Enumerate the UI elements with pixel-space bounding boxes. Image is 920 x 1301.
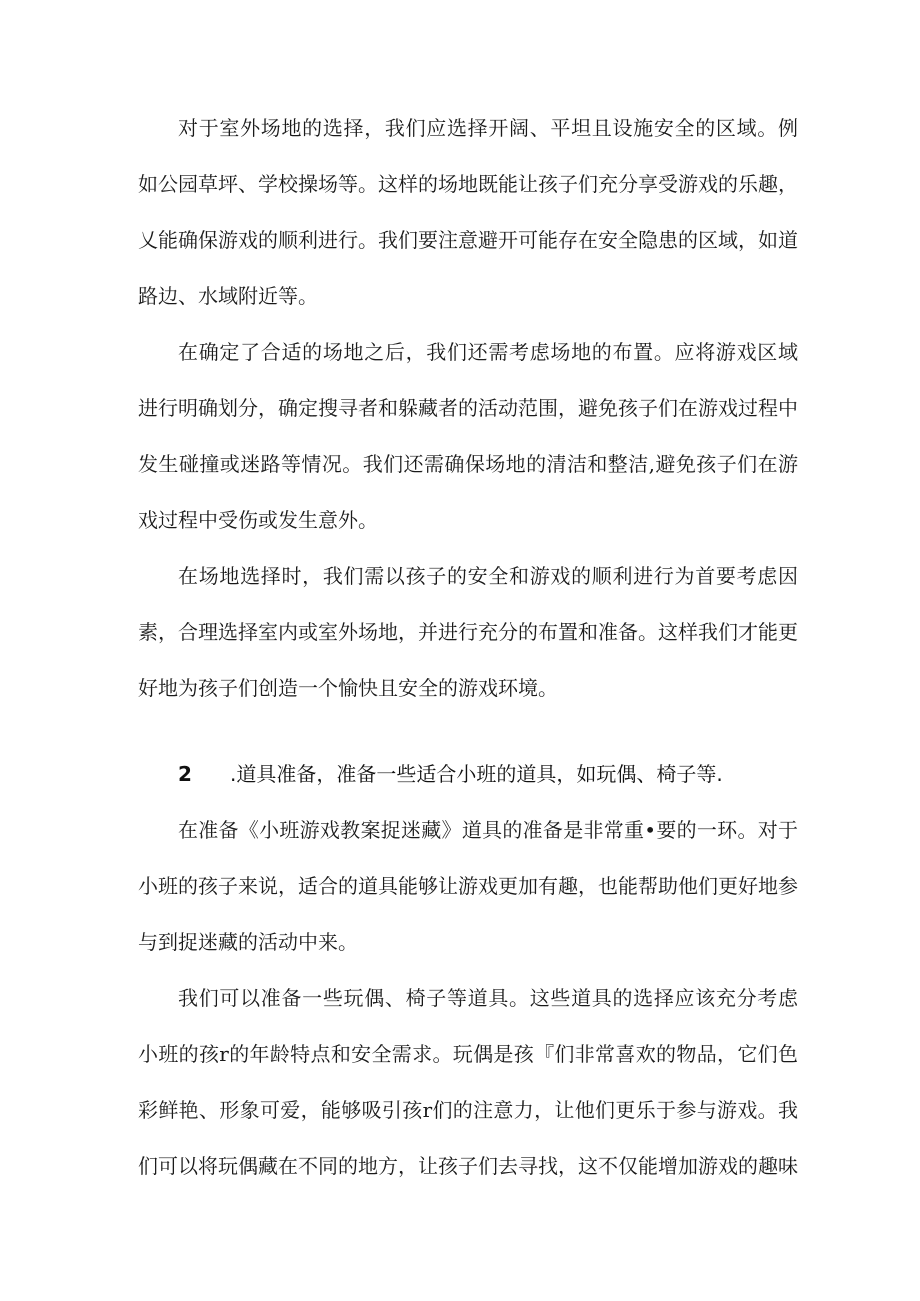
paragraph-line: 在确定了合适的场地之后，我们还需考虑场地的布置。应将游戏区域	[178, 340, 798, 364]
paragraph-line: 我们可以准备一些玩偶、椅子等道具。这些道具的选择应该充分考虑	[178, 986, 798, 1010]
section-number: 2	[178, 762, 192, 786]
paragraph-line: 对于室外场地的选择，我们应选择开阔、平坦且设施安全的区域。例	[178, 116, 798, 140]
paragraph-outdoor-venue	[138, 100, 798, 324]
paragraph-line: 与到捉迷藏的活动中来。	[138, 930, 358, 954]
paragraph-line: 小班的孩子来说，适合的道具能够让游戏更加有趣，也能帮助他们更好地参	[138, 874, 798, 898]
section-heading	[178, 746, 798, 802]
paragraph-line: 素，合理选择室内或室外场地，并进行充分的布置和准备。这样我们才能更	[138, 620, 798, 644]
paragraph-line: 彩鲜艳、形象可爱，能够吸引孩r们的注意力，让他们更乐于参与游戏。我	[138, 1098, 798, 1122]
paragraph-line: 小班的孩r的年龄特点和安全需求。玩偶是孩『们非常喜欢的物品，它们色	[138, 1042, 798, 1066]
paragraph-venue-layout	[138, 324, 798, 548]
paragraph-line: 发生碰撞或迷路等情况。我们还需确保场地的清洁和整洁,避免孩子们在游	[138, 452, 798, 476]
paragraph-line: 乂能确保游戏的顺利进行。我们要注意避开可能存在安全隐患的区域，如道	[138, 228, 798, 252]
paragraph-venue-summary	[138, 548, 798, 716]
section-title: .道具准备，准备一些适合小班的道具，如玩偶、椅子等.	[230, 762, 723, 786]
paragraph-line: 在场地选择时，我们需以孩子的安全和游戏的顺利进行为首要考虑因	[178, 564, 798, 588]
paragraph-props-intro	[138, 802, 798, 970]
paragraph-line: 如公园草坪、学校操场等。这样的场地既能让孩子们充分享受游戏的乐趣，	[138, 172, 798, 196]
paragraph-line: 路边、水域附近等。	[138, 284, 318, 308]
paragraph-line: 进行明确划分，确定搜寻者和躲藏者的活动范围，避免孩子们在游戏过程中	[138, 396, 798, 420]
paragraph-line: 戏过程中受伤或发生意外。	[138, 508, 378, 532]
paragraph-line: 们可以将玩偶藏在不同的地方，让孩子们去寻找，这不仅能增加游戏的趣味	[138, 1154, 798, 1178]
paragraph-line: 在准备《小班游戏教案捉迷藏》道具的准备是非常重•要的一环。对于	[178, 818, 798, 842]
paragraph-line: 好地为孩子们创造一个愉快且安全的游戏环境。	[138, 676, 558, 700]
paragraph-props-detail	[138, 970, 798, 1194]
